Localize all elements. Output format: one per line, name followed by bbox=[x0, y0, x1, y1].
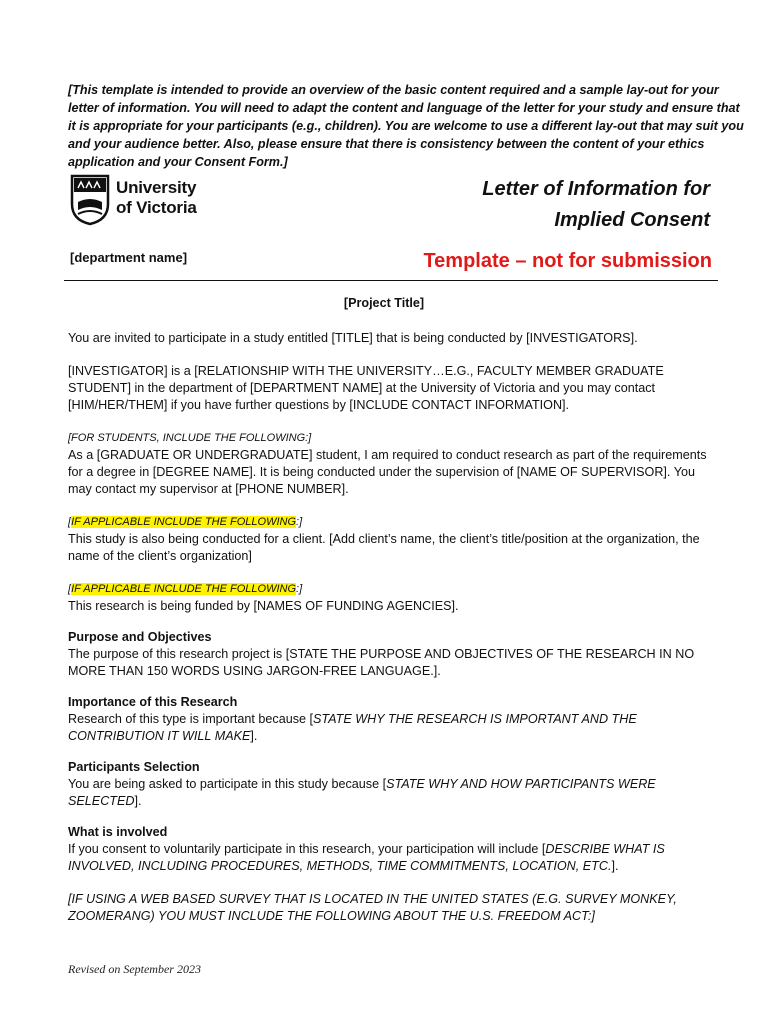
funding-bracket-close: :] bbox=[296, 583, 303, 595]
header-divider bbox=[64, 280, 718, 281]
involved-text-italic: DESCRIBE WHAT IS INVOLVED, INCLUDING PROCEDURES, METHODS, TIME COMMITMENTS, LOCATION, ETC. bbox=[68, 842, 665, 873]
involved-heading: What is involved bbox=[68, 825, 168, 839]
funding-paragraph: This research is being funded by [NAMES OF FUNDING AGENCIES]. bbox=[68, 599, 459, 613]
investigator-paragraph: [INVESTIGATOR] is a [RELATIONSHIP WITH THE UNIVERSITY…E.G., FACULTY MEMBER GRADUATE STUDENT] in the department of [DEPARTMENT NAME] at the University of Victoria and you may contact [HIM/HER/THEM] if you have further questions by [INCLUDE CONTACT INFORMATION]. bbox=[68, 364, 664, 412]
importance-text-before: Research of this type is important because [ bbox=[68, 712, 314, 726]
purpose-paragraph: The purpose of this research project is [STATE THE PURPOSE AND OBJECTIVES OF THE RESEARCH IN NO MORE THAN 150 WORDS USING JARGON-FREE LANGUAGE.]. bbox=[68, 647, 695, 678]
involved-text-after: ]. bbox=[611, 859, 619, 873]
project-title: [Project Title] bbox=[343, 296, 425, 310]
funding-instruction bbox=[68, 581, 708, 598]
letter-title bbox=[380, 174, 710, 236]
template-intro-note: [This template is intended to provide an overview of the basic content required and a sample lay-out for your letter of information. You will need to adapt the content and language of the letter for your study and ensure that it is appropriate for your participants (e.g., children). You are welcome to use a different lay-out that may suit you and your audience better. Also, please ensure that there is consistency between the content of your ethics application and your Consent Form.] bbox=[68, 82, 744, 169]
selection-heading: Participants Selection bbox=[68, 760, 200, 774]
logo-line-1: University bbox=[116, 178, 197, 197]
letter-title-line-2: Implied Consent bbox=[554, 209, 710, 231]
logo-line-2: of Victoria bbox=[116, 198, 197, 217]
client-paragraph: This study is also being conducted for a client. [Add client’s name, the client’s title/position at the organization, the name of the client’s organization] bbox=[68, 532, 700, 563]
template-warning: Template – not for submission bbox=[423, 250, 712, 272]
students-paragraph: As a [GRADUATE OR UNDERGRADUATE] student, I am required to conduct research as part of the requirements for a degree in [DEGREE NAME]. It is being conducted under the supervision of [NAME OF SUPERVISOR]. You may contact my supervisor at [PHONE NUMBER]. bbox=[68, 448, 707, 496]
students-instruction: [FOR STUDENTS, INCLUDE THE FOLLOWING:] bbox=[68, 432, 312, 444]
shield-icon bbox=[70, 174, 110, 226]
involved-paragraph bbox=[68, 841, 708, 875]
invitation-paragraph: You are invited to participate in a study entitled [TITLE] that is being conducted by [INVESTIGATORS]. bbox=[68, 331, 638, 345]
letter-title-line-1: Letter of Information for bbox=[482, 178, 710, 200]
university-logo-text bbox=[116, 178, 197, 218]
importance-paragraph bbox=[68, 711, 708, 745]
client-bracket-close: :] bbox=[296, 516, 303, 528]
university-logo bbox=[70, 174, 210, 230]
funding-bracket-open: [ bbox=[68, 583, 72, 595]
revision-footer: Revised on September 2023 bbox=[68, 962, 201, 976]
client-bracket-open: [ bbox=[68, 516, 72, 528]
letter-body bbox=[68, 330, 708, 925]
involved-text-before: If you consent to voluntarily participate in this research, your participation will include [ bbox=[68, 842, 546, 856]
selection-text-italic: STATE WHY AND HOW PARTICIPANTS WERE SELECTED bbox=[68, 777, 656, 808]
client-instruction bbox=[68, 514, 708, 531]
importance-text-italic: STATE WHY THE RESEARCH IS IMPORTANT AND THE CONTRIBUTION IT WILL MAKE bbox=[68, 712, 637, 743]
selection-text-after: ]. bbox=[134, 794, 142, 808]
selection-text-before: You are being asked to participate in this study because [ bbox=[68, 777, 387, 791]
department-name: [department name] bbox=[70, 250, 188, 265]
selection-paragraph bbox=[68, 776, 708, 810]
funding-highlight-label: IF APPLICABLE INCLUDE THE FOLLOWING bbox=[71, 583, 297, 595]
client-highlight-label: IF APPLICABLE INCLUDE THE FOLLOWING bbox=[71, 516, 297, 528]
importance-text-after: ]. bbox=[250, 729, 258, 743]
importance-heading: Importance of this Research bbox=[68, 695, 238, 709]
survey-instruction: [IF USING A WEB BASED SURVEY THAT IS LOCATED IN THE UNITED STATES (E.G. SURVEY MONKEY, ZOOMERANG) YOU MUST INCLUDE THE FOLLOWING ABOUT THE U.S. FREEDOM ACT:] bbox=[68, 892, 677, 923]
purpose-heading: Purpose and Objectives bbox=[68, 630, 212, 644]
